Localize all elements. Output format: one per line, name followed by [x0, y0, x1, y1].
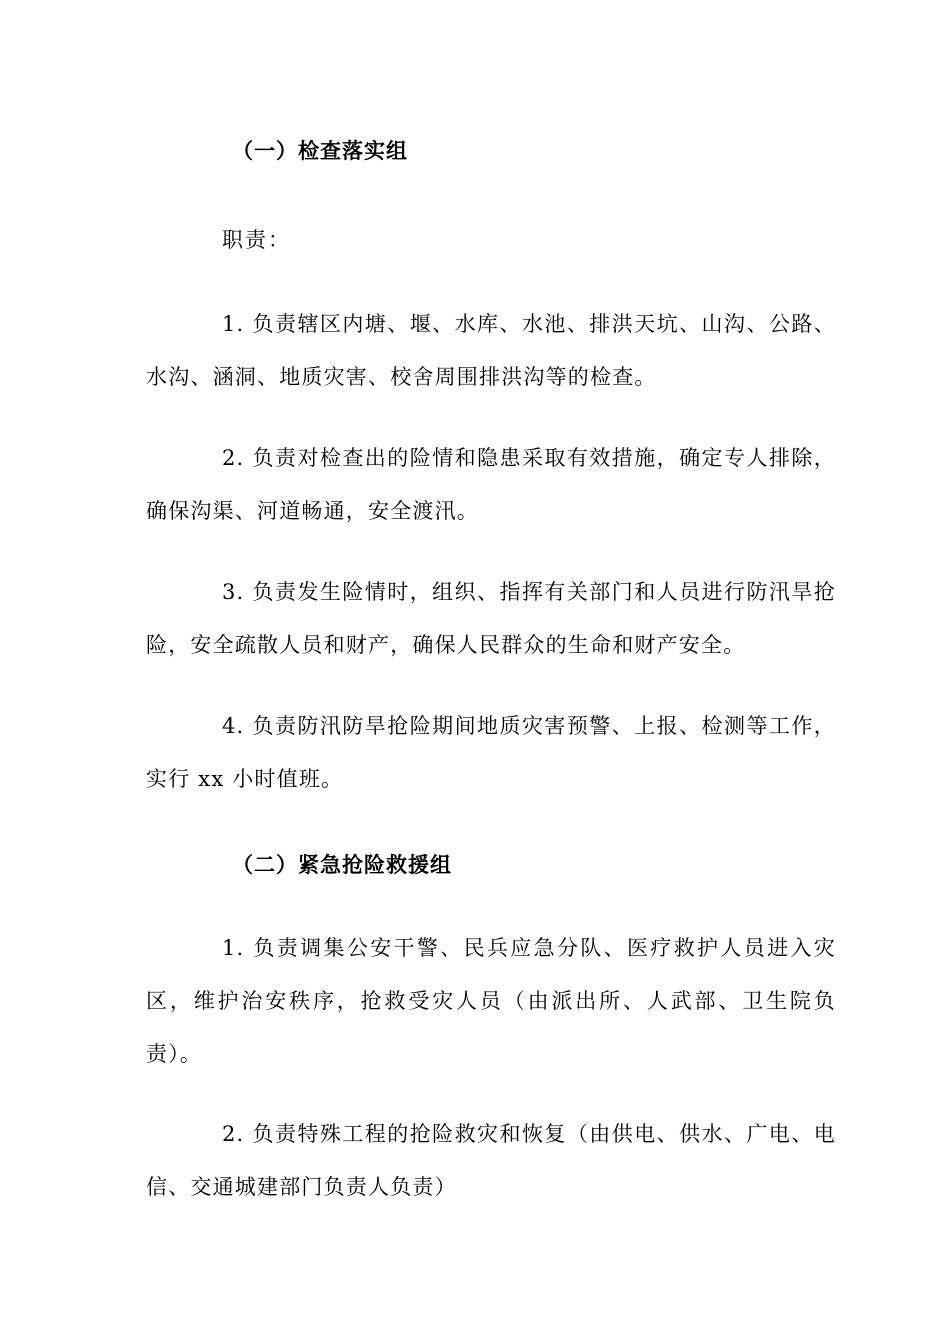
paragraph-rescue-2: 2. 负责特殊工程的抢险救灾和恢复（由供电、供水、广电、电信、交通城建部门负责人负责） [146, 1122, 836, 1199]
duty-label: 职责： [222, 228, 291, 252]
section-heading-rescue: （二）紧急抢险救援组 [232, 852, 452, 877]
paragraph-rescue-1: 1. 负责调集公安干警、民兵应急分队、医疗救护人员进入灾区，维护治安秩序，抢救受灾人员（由派出所、人武部、卫生院负责）。 [146, 936, 836, 1066]
paragraph-inspection-4: 4. 负责防汛防旱抢险期间地质灾害预警、上报、检测等工作，实行 xx 小时值班。 [146, 714, 836, 791]
section-heading-inspection: （一）检查落实组 [232, 138, 408, 163]
paragraph-inspection-1: 1. 负责辖区内塘、堰、水库、水池、排洪天坑、山沟、公路、水沟、涵洞、地质灾害、校舍周围排洪沟等的检查。 [146, 312, 836, 389]
paragraph-inspection-2: 2. 负责对检查出的险情和隐患采取有效措施，确定专人排除，确保沟渠、河道畅通，安全渡汛。 [146, 446, 836, 523]
paragraph-inspection-3: 3. 负责发生险情时，组织、指挥有关部门和人员进行防汛旱抢险，安全疏散人员和财产，确保人民群众的生命和财产安全。 [146, 580, 836, 657]
